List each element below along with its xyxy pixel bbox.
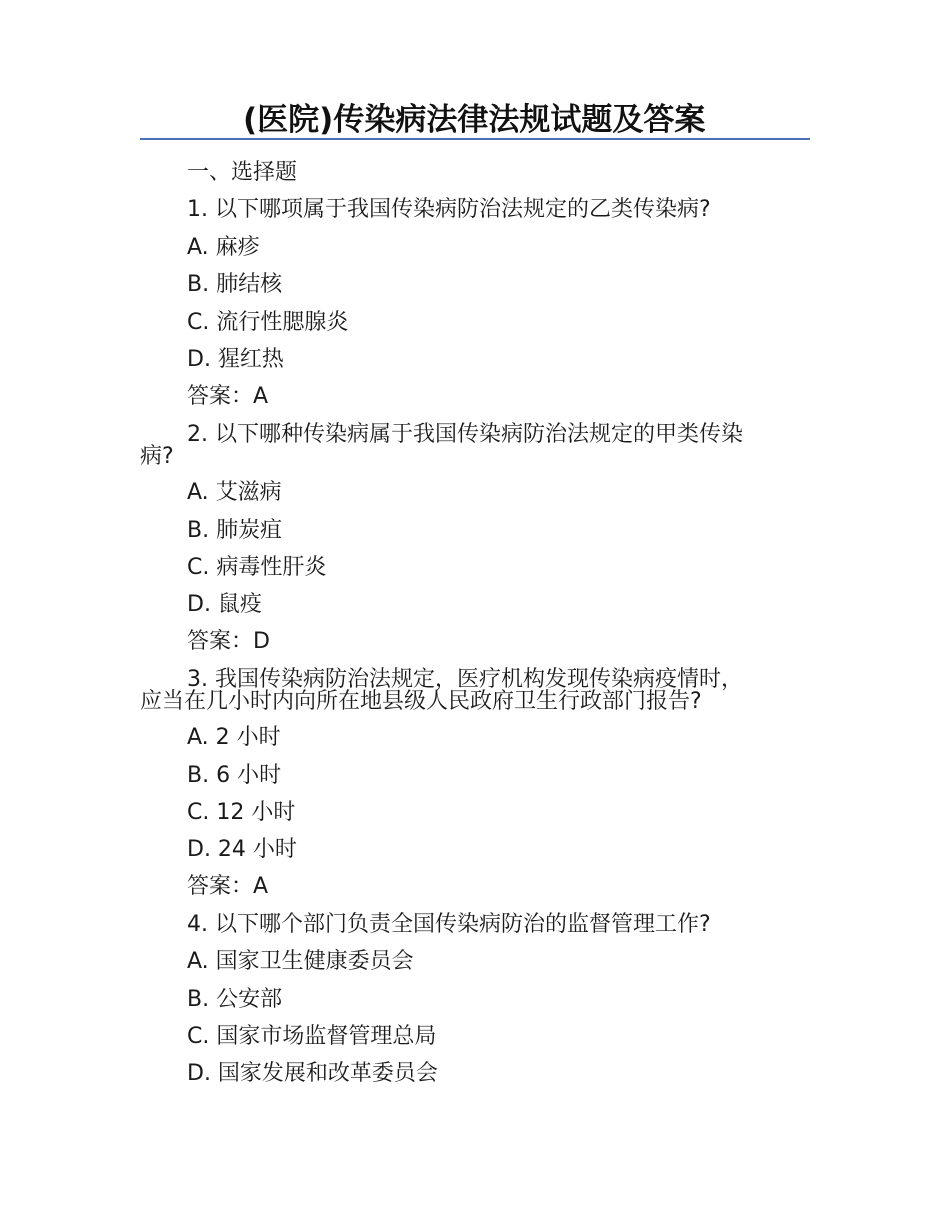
question-1-option-a: A. 麻疹: [187, 235, 260, 260]
question-2-stem-line1: 2. 以下哪种传染病属于我国传染病防治法规定的甲类传染: [187, 422, 743, 447]
question-3-option-d: D. 24 小时: [187, 837, 297, 862]
question-2-stem-line2: 病?: [140, 444, 174, 469]
question-3-option-c: C. 12 小时: [187, 800, 296, 825]
question-3-answer: 答案：A: [187, 874, 269, 899]
question-4-option-c: C. 国家市场监督管理总局: [187, 1024, 437, 1049]
question-1-option-c: C. 流行性腮腺炎: [187, 310, 349, 335]
question-4-option-d: D. 国家发展和改革委员会: [187, 1061, 438, 1086]
question-2-option-d: D. 鼠疫: [187, 592, 262, 617]
question-2-option-a: A. 艾滋病: [187, 480, 282, 505]
question-2-option-c: C. 病毒性肝炎: [187, 555, 327, 580]
question-4-stem: 4. 以下哪个部门负责全国传染病防治的监督管理工作?: [187, 912, 711, 937]
question-1-stem: 1. 以下哪项属于我国传染病防治法规定的乙类传染病?: [187, 197, 711, 222]
question-3-option-b: B. 6 小时: [187, 763, 282, 788]
question-3-stem-line2: 应当在几小时内向所在地县级人民政府卫生行政部门报告?: [140, 689, 702, 714]
question-1-answer: 答案：A: [187, 384, 269, 409]
question-2-answer: 答案：D: [187, 629, 270, 654]
question-3-option-a: A. 2 小时: [187, 725, 281, 750]
question-2-option-b: B. 肺炭疽: [187, 518, 283, 543]
question-3-stem-line1: 3. 我国传染病防治法规定，医疗机构发现传染病疫情时，: [187, 667, 743, 692]
question-1-option-b: B. 肺结核: [187, 272, 283, 297]
section-heading: 一、选择题: [187, 160, 298, 185]
title-block: [140, 100, 810, 140]
document-title: (医院)传染病法律法规试题及答案: [243, 102, 706, 138]
question-4-option-a: A. 国家卫生健康委员会: [187, 949, 414, 974]
question-4-option-b: B. 公安部: [187, 987, 283, 1012]
question-1-option-d: D. 猩红热: [187, 347, 284, 372]
